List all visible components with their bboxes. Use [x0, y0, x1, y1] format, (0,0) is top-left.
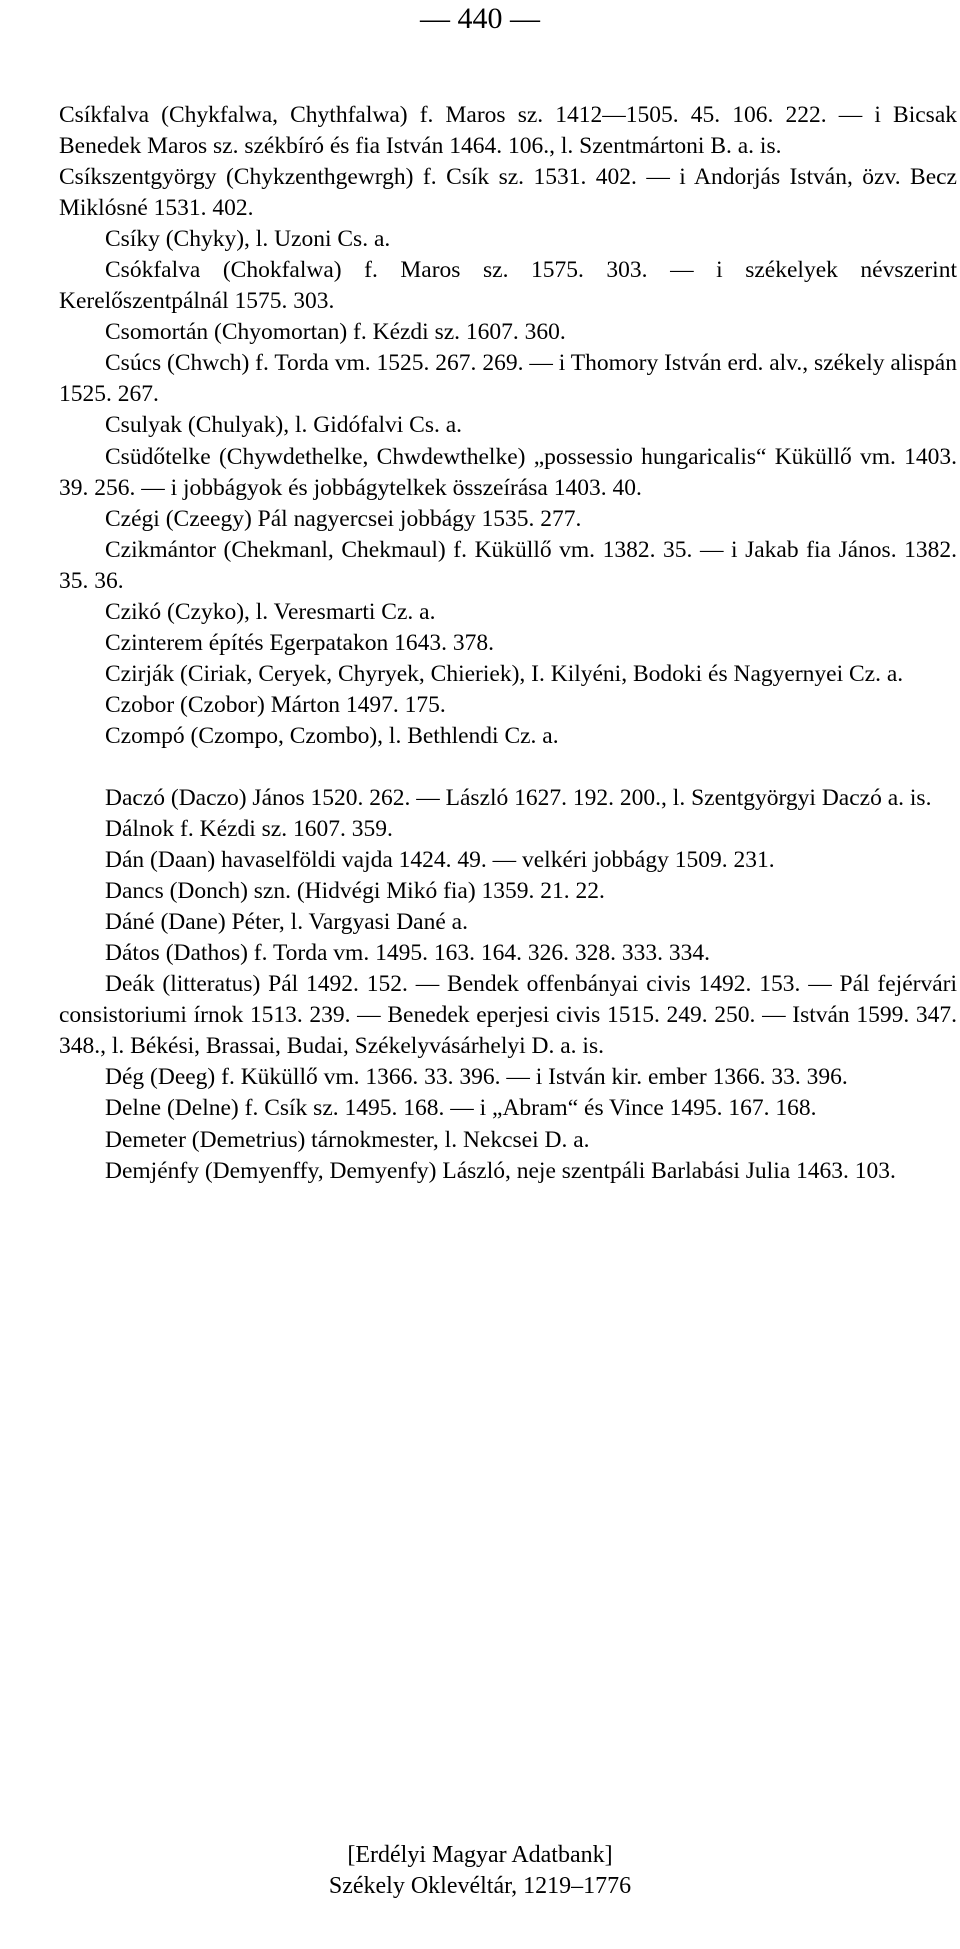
page-footer: [0, 1840, 960, 1902]
index-entry: Csüdőtelke (Chywdethelke, Chwdewthelke) „possessio hungaricalis“ Küküllő vm. 1403. 39. 256. — i jobbágyok és jobbágytelkek összeírása 1403. 40.: [59, 443, 957, 501]
index-content: [59, 100, 957, 1187]
index-entry: Czompó (Czompo, Czombo), l. Bethlendi Cz. a.: [105, 722, 559, 749]
footer-source: [Erdélyi Magyar Adatbank]: [347, 1842, 613, 1868]
index-entry: Dancs (Donch) szn. (Hidvégi Mikó fia) 1359. 21. 22.: [105, 878, 605, 905]
index-entry: Daczó (Daczo) János 1520. 262. — László 1627. 192. 200., l. Szentgyörgyi Daczó a. is.: [105, 784, 932, 811]
index-entry: Czikó (Czyko), l. Veresmarti Cz. a.: [105, 598, 436, 625]
index-entry: Czinterem építés Egerpatakon 1643. 378.: [105, 629, 494, 656]
index-entry: Deák (litteratus) Pál 1492. 152. — Bendek offenbányai civis 1492. 153. — Pál fejérvári consistoriumi írnok 1513. 239. — Benedek eperjesi civis 1515. 249. 250. — István 1599. 347. 348., l. Békési, Brassai, Budai, Székelyvásárhelyi D. a. is.: [59, 971, 957, 1060]
index-entry: Csúcs (Chwch) f. Torda vm. 1525. 267. 269. — i Thomory István erd. alv., székely alispán 1525. 267.: [59, 350, 957, 408]
index-entry: Czirják (Ciriak, Ceryek, Chyryek, Chieriek), I. Kilyéni, Bodoki és Nagyernyei Cz. a.: [105, 660, 904, 687]
index-entry: Csomortán (Chyomortan) f. Kézdi sz. 1607. 360.: [105, 319, 566, 346]
index-entry: Dálnok f. Kézdi sz. 1607. 359.: [105, 816, 393, 843]
index-entry: Demeter (Demetrius) tárnokmester, l. Nekcsei D. a.: [105, 1126, 590, 1153]
index-entry: Czobor (Czobor) Márton 1497. 175.: [105, 691, 446, 718]
index-entry: Demjénfy (Demyenffy, Demyenfy) László, neje szentpáli Barlabási Julia 1463. 103.: [105, 1157, 896, 1184]
footer-title: Székely Oklevéltár, 1219–1776: [328, 1873, 632, 1899]
index-entry: Csíky (Chyky), l. Uzoni Cs. a.: [105, 226, 391, 253]
index-entry: Czikmántor (Chekmanl, Chekmaul) f. Küküllő vm. 1382. 35. — i Jakab fia János. 1382. 35. 36.: [59, 536, 957, 594]
index-section-cs: [59, 100, 957, 752]
index-entry: Csíkszentgyörgy (Chykzenthgewrgh) f. Csík sz. 1531. 402. — i Andorjás István, özv. Becz Miklósné 1531. 402.: [59, 164, 957, 222]
index-entry: Dátos (Dathos) f. Torda vm. 1495. 163. 164. 326. 328. 333. 334.: [105, 940, 710, 967]
index-entry: Czégi (Czeegy) Pál nagyercsei jobbágy 1535. 277.: [105, 505, 582, 532]
index-entry: Csíkfalva (Chykfalwa, Chythfalwa) f. Maros sz. 1412—1505. 45. 106. 222. — i Bicsak Benedek Maros sz. székbíró és fia István 1464. 106., l. Szentmártoni B. a. is.: [59, 102, 957, 160]
page-number: — 440 —: [420, 2, 540, 35]
index-entry: Delne (Delne) f. Csík sz. 1495. 168. — i „Abram“ és Vince 1495. 167. 168.: [105, 1095, 817, 1122]
index-entry: Dáné (Dane) Péter, l. Vargyasi Dané a.: [105, 909, 468, 936]
index-entry: Dég (Deeg) f. Küküllő vm. 1366. 33. 396. — i István kir. ember 1366. 33. 396.: [105, 1064, 848, 1091]
index-entry: Csulyak (Chulyak), l. Gidófalvi Cs. a.: [105, 412, 463, 439]
index-entry: Csókfalva (Chokfalwa) f. Maros sz. 1575. 303. — i székelyek névszerint Kerelőszentpálnál 1575. 303.: [59, 257, 957, 315]
index-entry: Dán (Daan) havaselföldi vajda 1424. 49. — velkéri jobbágy 1509. 231.: [105, 847, 775, 874]
index-section-d: [59, 783, 957, 1187]
